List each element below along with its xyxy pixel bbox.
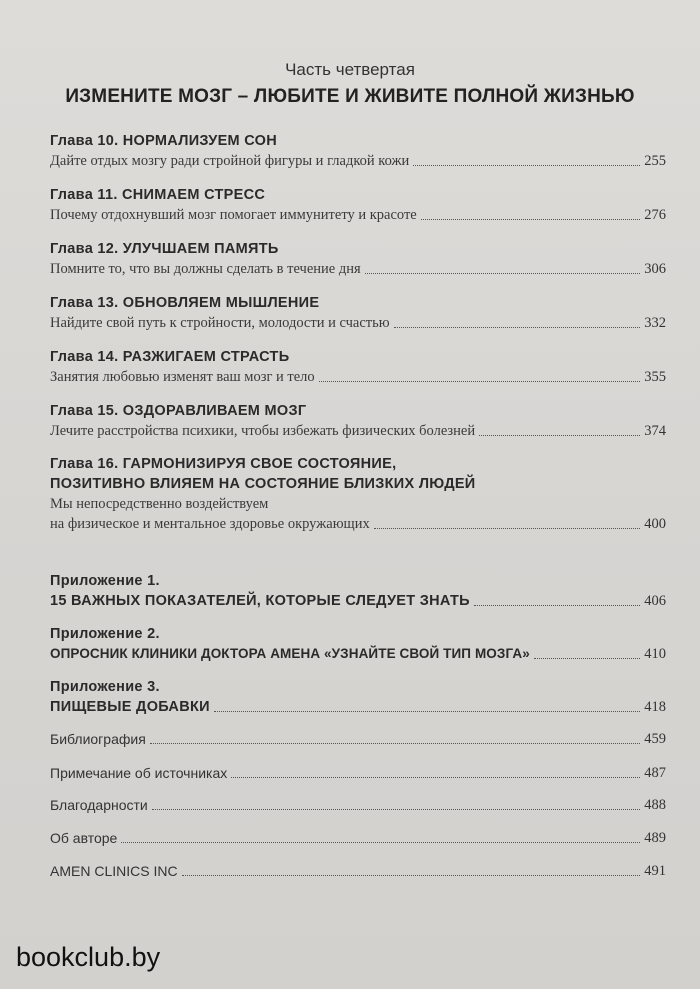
appendix-label: Приложение 3. — [50, 679, 160, 695]
toc-entry-chapter-11[interactable] — [50, 185, 666, 225]
toc-entry-chapter-15[interactable] — [50, 401, 666, 441]
chapter-subtitle: Дайте отдых мозгу ради стройной фигуры и гладкой кожи — [50, 153, 410, 169]
entry-title: Благодарности — [50, 797, 148, 813]
chapter-heading: Глава 16. ГАРМОНИЗИРУЯ СВОЕ СОСТОЯНИЕ, — [50, 456, 397, 472]
page-number: 276 — [644, 207, 666, 223]
part-label: Часть четвертая — [285, 60, 415, 79]
part-title: ИЗМЕНИТЕ МОЗГ – ЛЮБИТЕ И ЖИВИТЕ ПОЛНОЙ ЖИЗНЬЮ — [65, 86, 635, 107]
appendix-title: 15 ВАЖНЫХ ПОКАЗАТЕЛЕЙ, КОТОРЫЕ СЛЕДУЕТ ЗНАТЬ — [50, 593, 470, 609]
toc-entry-chapter-14[interactable] — [50, 347, 666, 387]
dot-leader — [182, 875, 641, 876]
dot-leader — [365, 273, 641, 274]
toc-entry-source-notes[interactable] — [50, 763, 666, 783]
chapter-heading: Глава 14. РАЗЖИГАЕМ СТРАСТЬ — [50, 349, 290, 365]
dot-leader — [150, 743, 640, 744]
appendix-title: ОПРОСНИК КЛИНИКИ ДОКТОРА АМЕНА «УЗНАЙТЕ СВОЙ ТИП МОЗГА» — [50, 646, 530, 661]
page-number: 459 — [644, 731, 666, 747]
dot-leader — [394, 327, 641, 328]
chapter-heading: Глава 15. ОЗДОРАВЛИВАЕМ МОЗГ — [50, 403, 307, 419]
dot-leader — [474, 605, 640, 606]
entry-title: Об авторе — [50, 830, 118, 846]
chapter-heading: Глава 11. СНИМАЕМ СТРЕСС — [50, 187, 266, 203]
toc-entry-bibliography[interactable] — [50, 729, 666, 749]
page-number: 488 — [644, 797, 666, 813]
dot-leader — [231, 777, 640, 778]
entry-title: AMEN CLINICS INC — [50, 863, 178, 879]
dot-leader — [152, 809, 640, 810]
dot-leader — [214, 711, 640, 712]
chapter-subtitle: Почему отдохнувший мозг помогает иммунитету и красоте — [50, 207, 417, 223]
toc-entry-chapter-16[interactable] — [50, 454, 666, 534]
toc-entry-amen-clinics[interactable] — [50, 861, 666, 881]
dot-leader — [479, 435, 640, 436]
page-number: 410 — [644, 646, 666, 662]
appendix-label: Приложение 2. — [50, 626, 160, 642]
dot-leader — [374, 528, 641, 529]
dot-leader — [534, 658, 640, 659]
chapter-subtitle-continued: на физическое и ментальное здоровье окружающих — [50, 516, 370, 532]
page-number: 489 — [644, 830, 666, 846]
dot-leader — [319, 381, 641, 382]
entry-title: Библиография — [50, 731, 146, 747]
toc-entry-appendix-1[interactable] — [50, 571, 666, 611]
page-number: 400 — [644, 516, 666, 532]
page-number: 406 — [644, 593, 666, 609]
toc-entry-appendix-3[interactable] — [50, 677, 666, 717]
appendix-title: ПИЩЕВЫЕ ДОБАВКИ — [50, 699, 210, 715]
watermark: bookclub.by — [16, 942, 161, 972]
chapter-subtitle: Найдите свой путь к стройности, молодости и счастью — [50, 315, 390, 331]
page-number: 355 — [644, 369, 666, 385]
toc-entry-acknowledgements[interactable] — [50, 795, 666, 815]
toc-entry-appendix-2[interactable] — [50, 624, 666, 664]
entry-title: Примечание об источниках — [50, 765, 228, 781]
page-number: 491 — [644, 863, 666, 879]
chapter-subtitle: Лечите расстройства психики, чтобы избежать физических болезней — [50, 423, 476, 439]
chapter-heading: Глава 12. УЛУЧШАЕМ ПАМЯТЬ — [50, 241, 279, 257]
page-number: 306 — [644, 261, 666, 277]
dot-leader — [421, 219, 641, 220]
page-number: 418 — [644, 699, 666, 715]
chapter-heading: Глава 13. ОБНОВЛЯЕМ МЫШЛЕНИЕ — [50, 295, 320, 311]
dot-leader — [413, 165, 640, 166]
chapter-subtitle: Помните то, что вы должны сделать в течение дня — [50, 261, 361, 277]
toc-entry-chapter-10[interactable] — [50, 131, 666, 171]
toc-entry-chapter-12[interactable] — [50, 239, 666, 279]
chapter-heading: Глава 10. НОРМАЛИЗУЕМ СОН — [50, 133, 278, 149]
chapter-subtitle: Занятия любовью изменят ваш мозг и тело — [50, 369, 315, 385]
toc-entry-chapter-13[interactable] — [50, 293, 666, 333]
dot-leader — [121, 842, 640, 843]
toc-entry-about-author[interactable] — [50, 828, 666, 848]
page-number: 374 — [644, 423, 666, 439]
appendix-label: Приложение 1. — [50, 573, 160, 589]
page-number: 332 — [644, 315, 666, 331]
chapter-heading-continued: ПОЗИТИВНО ВЛИЯЕМ НА СОСТОЯНИЕ БЛИЗКИХ ЛЮДЕЙ — [50, 476, 476, 492]
chapter-subtitle: Мы непосредственно воздействуем — [50, 496, 269, 512]
page-number: 487 — [644, 765, 666, 781]
page-number: 255 — [644, 153, 666, 169]
